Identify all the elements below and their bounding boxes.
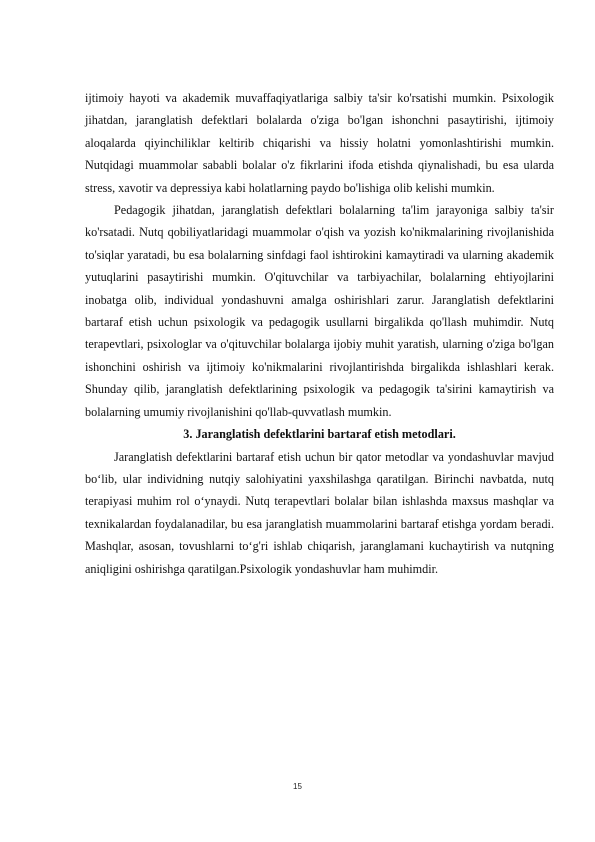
page-number: 15 [293,782,302,791]
body-paragraph-1: ijtimoiy hayoti va akademik muvaffaqiyatlariga salbiy ta'sir ko'rsatishi mumkin. Psixologik jihatdan, jaranglatish defektlari bolalarda o'ziga bo'lgan ishonchni pasaytirishi, ijtimoiy aloqalarda qiyinchiliklar keltirib chiqarishi va hissiy holatni yomonlashtirishi mumkin. Nutqidagi muammolar sababli bolalar o'z fikrlarini ifoda etishda qiynalishadi, bu esa ularda stress, xavotir va depressiya kabi holatlarning paydo bo'lishiga olib kelishi mumkin. [85,91,554,195]
body-paragraph-2: Pedagogik jihatdan, jaranglatish defektlari bolalarning ta'lim jarayoniga salbiy ta'sir ko'rsatadi. Nutq qobiliyatlaridagi muammolar o'qish va yozish ko'nikmalarining rivojlanishida to'siqlar yaratadi, bu esa bolalarning sinfdagi faol ishtirokini kamaytiradi va ularning akademik yutuqlarini pasaytirishi mumkin. O'qituvchilar va tarbiyachilar, bolalarning ehtiyojlarini inobatga olib, individual yondashuvni amalga oshirishlari zarur. Jaranglatish defektlarini bartaraf etish uchun psixologik va pedagogik usullarni birgalikda qo'llash muhimdir. Nutq terapevtlari, psixologlar va o'qituvchilar bolalarga ijobiy muhit yaratish, ularning o'ziga bo'lgan ishonchini oshirish va ijtimoiy ko'nikmalarini rivojlantirishda birgalikda ishlashlari kerak. Shunday qilib, jaranglatish defektlarining psixologik va pedagogik ta'sirini kamaytirish va bolalarning umumiy rivojlanishini qo'llab-quvvatlash mumkin. [85,203,554,419]
document-page [85,87,554,580]
section-heading: 3. Jaranglatish defektlarini bartaraf etish metodlari. [183,427,456,442]
body-paragraph-3: Jaranglatish defektlarini bartaraf etish uchun bir qator metodlar va yondashuvlar mavjud bo‘lib, ular individning nutqiy salohiyatini yaxshilashga qaratilgan. Birinchi navbatda, nutq terapiyasi muhim rol o‘ynaydi. Nutq terapevtlari bolalar bilan ishlashda maxsus mashqlar va texnikalardan foydalanadilar, bu esa jaranglatish muammolarini bartaraf etishga yordam beradi. Mashqlar, asosan, tovushlarni to‘g'ri ishlab chiqarish, jaranglamani kuchaytirish va nutqning aniqligini oshirishga qaratilgan.Psixologik yondashuvlar ham muhimdir. [85,449,554,576]
